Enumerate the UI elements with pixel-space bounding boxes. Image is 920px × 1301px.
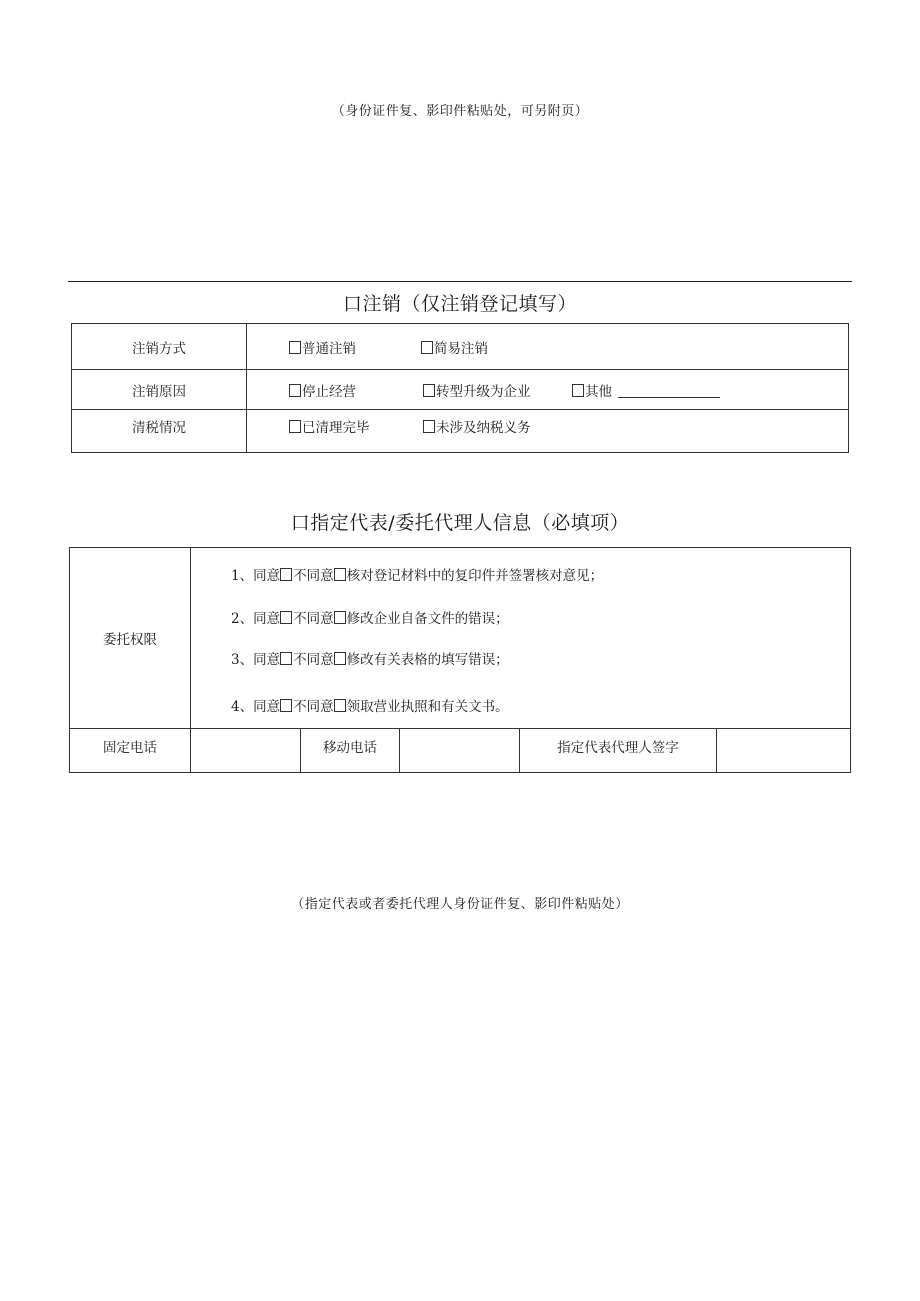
authority-permissions — [191, 548, 851, 729]
authority-row — [70, 548, 851, 729]
fixed-phone-label: 固定电话 — [70, 729, 191, 773]
tax-status-label: 清税情况 — [72, 410, 247, 453]
other-reason-blank[interactable] — [618, 397, 720, 398]
option-stop-operation[interactable]: 停止经营 — [289, 380, 423, 400]
fixed-phone-field[interactable] — [191, 729, 301, 773]
agent-section-title: 口指定代表/委托代理人信息（必填项） — [290, 512, 630, 534]
agent-table — [69, 547, 851, 773]
signature-label: 指定代表代理人签字 — [520, 729, 717, 773]
permission-item-2: 2、同意 不同意 修改企业自备文件的错误； — [231, 611, 509, 627]
permission-item-3: 3、同意 不同意 修改有关表格的填写错误； — [231, 652, 509, 668]
agree-checkbox-icon[interactable] — [280, 611, 292, 624]
option-upgrade-to-enterprise[interactable]: 转型升级为企业 — [423, 380, 572, 400]
option-other[interactable]: 其他 — [572, 380, 720, 400]
agree-checkbox-icon[interactable] — [280, 652, 292, 665]
cancel-reason-row — [72, 370, 849, 410]
mobile-phone-field[interactable] — [400, 729, 520, 773]
authority-label: 委托权限 — [70, 548, 191, 729]
disagree-checkbox-icon[interactable] — [334, 611, 346, 624]
cancel-method-row — [72, 324, 849, 370]
checkbox-icon[interactable] — [289, 420, 301, 433]
option-simple-cancel[interactable]: 简易注销 — [421, 337, 488, 357]
checkbox-icon[interactable] — [289, 384, 301, 397]
cancel-reason-options — [247, 370, 849, 410]
option-tax-cleared[interactable]: 已清理完毕 — [289, 416, 423, 436]
checkbox-icon[interactable] — [421, 341, 433, 354]
option-normal-cancel[interactable]: 普通注销 — [289, 337, 421, 357]
tax-status-row — [72, 410, 849, 453]
contact-row — [70, 729, 851, 773]
checkbox-icon[interactable] — [423, 384, 435, 397]
permission-item-4: 4、同意 不同意 领取营业执照和有关文书。 — [231, 699, 509, 715]
cancel-table — [71, 323, 849, 453]
agree-checkbox-icon[interactable] — [280, 699, 292, 712]
mobile-phone-label: 移动电话 — [301, 729, 400, 773]
disagree-checkbox-icon[interactable] — [334, 652, 346, 665]
option-no-tax-obligation[interactable]: 未涉及纳税义务 — [423, 416, 531, 436]
cancel-section-title: 口注销（仅注销登记填写） — [342, 293, 577, 315]
checkbox-icon[interactable] — [289, 341, 301, 354]
disagree-checkbox-icon[interactable] — [334, 699, 346, 712]
cancel-reason-label: 注销原因 — [72, 370, 247, 410]
cancel-method-label: 注销方式 — [72, 324, 247, 370]
disagree-checkbox-icon[interactable] — [334, 568, 346, 581]
signature-field[interactable] — [717, 729, 851, 773]
agent-id-copy-paste-note: （指定代表或者委托代理人身份证件复、影印件粘贴处） — [291, 897, 629, 912]
cancel-method-options — [247, 324, 849, 370]
checkbox-icon[interactable] — [572, 384, 584, 397]
tax-status-options — [247, 410, 849, 453]
section-divider — [68, 281, 852, 282]
checkbox-icon[interactable] — [423, 420, 435, 433]
id-copy-paste-note: （身份证件复、影印件粘贴处，可另附页） — [331, 104, 589, 119]
permission-item-1: 1、同意 不同意 核对登记材料中的复印件并签署核对意见； — [231, 568, 604, 584]
agree-checkbox-icon[interactable] — [280, 568, 292, 581]
